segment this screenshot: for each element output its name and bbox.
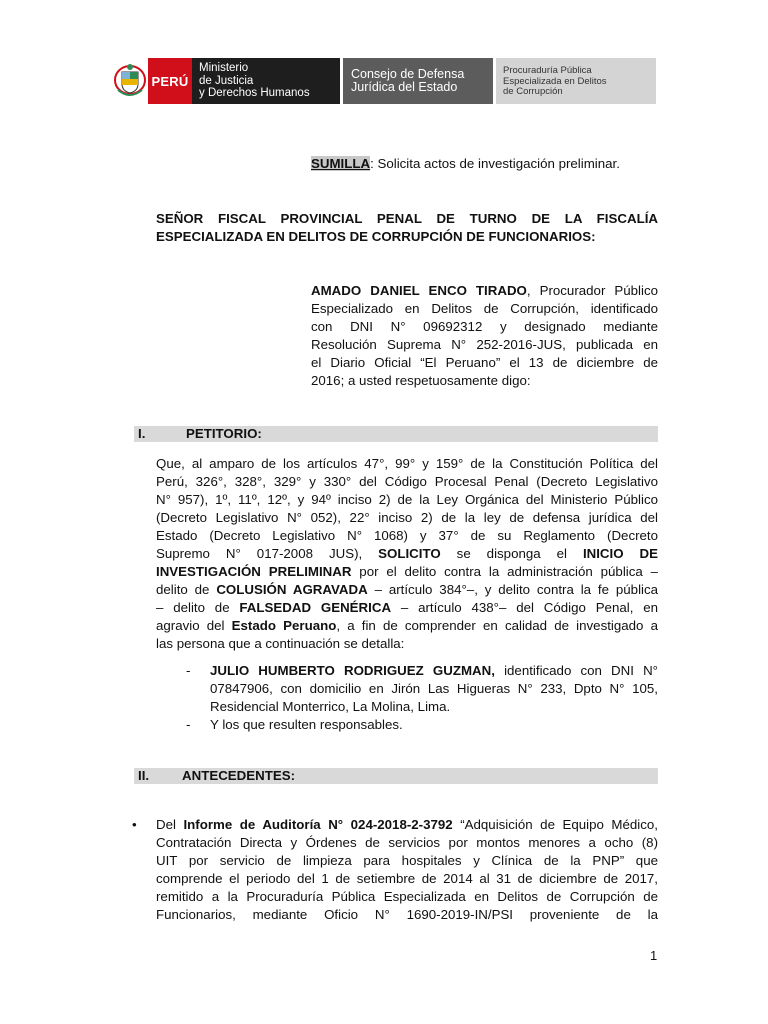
antecedentes-line-4: comprende el periodo del 1 de setiembre de 2014 al 31 de diciembre de 2017,: [156, 871, 658, 886]
sumilla: [311, 155, 620, 173]
letterhead: [112, 58, 656, 104]
section-antecedentes-heading: II. ANTECEDENTES:: [134, 768, 658, 784]
antecedentes-line-3: UIT por servicio de limpieza para hospitales y Clínica de la PNP” que: [156, 853, 658, 868]
petitorio-line-8: delito de COLUSIÓN AGRAVADA – artículo 384°–, y delito contra la fe pública: [156, 582, 659, 597]
informe-reference: Informe de Auditoría N° 024-2018-2-3792: [183, 817, 453, 832]
petitorio-line-10: agravio del Estado Peruano, a fin de comprender en calidad de investigado a: [156, 618, 658, 633]
intro-line-2: Especializado en Delitos de Corrupción, identificado: [311, 301, 658, 316]
investigado-dash-1: -: [186, 663, 191, 678]
petitorio-line-5: Estado (Decreto Legislativo N° 1068) y 37° de su Reglamento (Decreto: [156, 528, 658, 543]
intro-line-4: Resolución Suprema N° 252-2016-JUS, publicada en: [311, 337, 658, 352]
page-number: 1: [650, 948, 658, 963]
antecedentes-line-1: Del Informe de Auditoría N° 024-2018-2-3792 “Adquisición de Equipo Médico,: [156, 817, 658, 832]
procuraduria-label: Procuraduría Pública Especializada en Delitos de Corrupción: [496, 58, 656, 104]
investigado-name: JULIO HUMBERTO RODRIGUEZ GUZMAN,: [210, 663, 495, 678]
petitorio-line-6: Supremo N° 017-2008 JUS), SOLICITO se disponga el INICIO DE: [156, 546, 658, 561]
sumilla-label: SUMILLA: [311, 156, 371, 171]
antecedentes-line-2: Contratación Directa y Órdenes de servicios por montos menores a ocho (8): [156, 835, 658, 850]
peru-brand: PERÚ: [148, 58, 192, 104]
consejo-label: Consejo de Defensa Jurídica del Estado: [343, 58, 493, 104]
sumilla-text: : Solicita actos de investigación preliminar.: [370, 156, 620, 171]
petitorio-line-4: (Decreto Legislativo N° 052), 22° inciso 2) de la ley de defensa jurídica del: [156, 510, 658, 525]
addressee-line-2: ESPECIALIZADA EN DELITOS DE CORRUPCIÓN DE FUNCIONARIOS:: [156, 229, 596, 244]
petitorio-line-1: Que, al amparo de los artículos 47°, 99° y 159° de la Constitución Política del: [156, 456, 658, 471]
petitorio-line-2: Perú, 326°, 328°, 329° y 330° del Código Procesal Penal (Decreto Legislativo: [156, 474, 658, 489]
procurador-name: AMADO DANIEL ENCO TIRADO: [311, 283, 527, 298]
intro-line-1: AMADO DANIEL ENCO TIRADO, Procurador Público: [311, 283, 658, 298]
petitorio-line-9: – delito de FALSEDAD GENÉRICA – artículo 438°– del Código Penal, en: [156, 600, 658, 615]
section-petitorio-heading: I. PETITORIO:: [134, 426, 658, 442]
investigado-line-3: Residencial Monterrico, La Molina, Lima.: [210, 699, 451, 714]
intro-line-6: 2016; a usted respetuosamente digo:: [311, 373, 531, 388]
peru-coat-of-arms-icon: [112, 58, 148, 104]
bullet-icon: •: [132, 817, 137, 832]
petitorio-line-3: N° 957), 1º, 11º, 12º, y 94º inciso 2) de la Ley Orgánica del Ministerio Público: [156, 492, 658, 507]
intro-line-3: con DNI N° 09692312 y designado mediante: [311, 319, 658, 334]
investigado-line-2: 07847906, con domicilio en Jirón Las Higueras N° 233, Dpto N° 105,: [210, 681, 658, 696]
antecedentes-line-6: Funcionarios, mediante Oficio N° 1690-2019-IN/PSI proveniente de la: [156, 907, 658, 922]
petitorio-line-7: INVESTIGACIÓN PRELIMINAR por el delito contra la administración pública –: [156, 564, 658, 579]
petitorio-line-11: las persona que a continuación se detalla:: [156, 636, 405, 651]
addressee-line-1: SEÑOR FISCAL PROVINCIAL PENAL DE TURNO DE LA FISCALÍA: [156, 211, 658, 226]
investigado-line-1: JULIO HUMBERTO RODRIGUEZ GUZMAN, identificado con DNI N°: [210, 663, 658, 678]
investigado-dash-2: -: [186, 717, 191, 732]
investigado-others: Y los que resulten responsables.: [210, 717, 403, 732]
ministerio-label: Ministerio de Justicia y Derechos Humanos: [192, 58, 340, 104]
antecedentes-line-5: remitido a la Procuraduría Pública Especializada en Delitos de Corrupción de: [156, 889, 658, 904]
intro-line-5: el Diario Oficial “El Peruano” el 13 de diciembre de: [311, 355, 658, 370]
